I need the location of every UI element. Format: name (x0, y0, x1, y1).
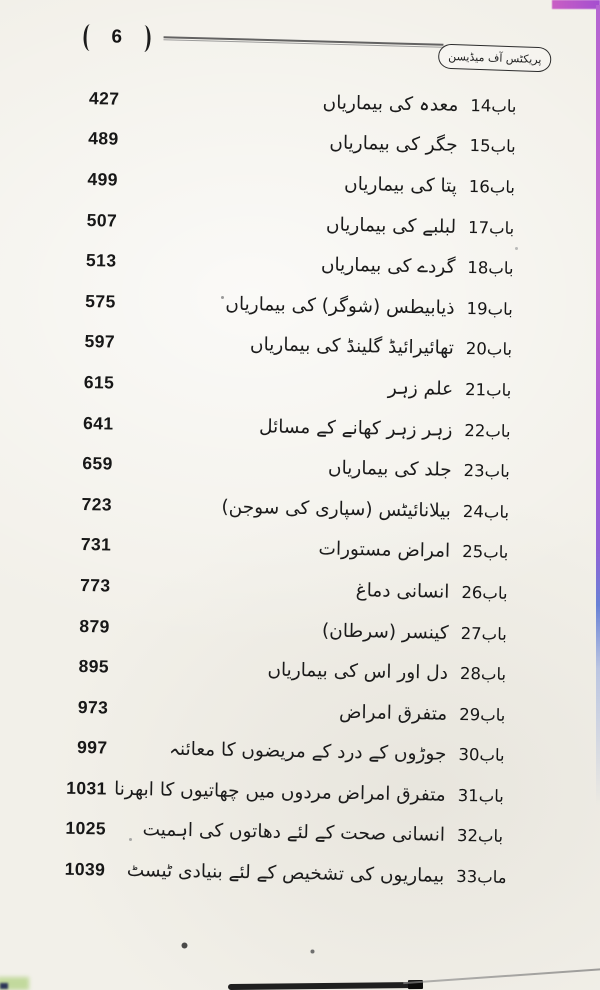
toc-chapter-title: بیماریوں کی تشخیص کے لئے بنیادی ٹیسٹ (126, 859, 445, 887)
toc-chapter-title: جوڑوں کے درد کے مریضوں کا معائنہ (168, 738, 447, 766)
toc-chapter-label: باب14 (470, 95, 517, 116)
toc-chapter-title: جگر کی بیماریاں (329, 132, 458, 157)
toc-chapter-label: باب18 (467, 258, 514, 279)
toc-chapter-title: کینسر (سرطان) (321, 619, 449, 644)
toc-chapter-title: متفرق امراض (338, 701, 448, 725)
toc-chapter-label: باب30 (458, 745, 505, 766)
toc-chapter-title: جلد کی بیماریاں (327, 457, 452, 481)
toc-chapter-title: پتا کی بیماریاں (343, 173, 458, 197)
toc-row (17, 848, 523, 898)
toc-page-number: 723 (81, 493, 113, 515)
toc-chapter-title: زہر زہر کھانے کے مسائل (258, 415, 453, 441)
right-paren-arc (137, 24, 150, 51)
scan-specks (0, 0, 3, 3)
toc-page-number: 427 (88, 87, 120, 109)
toc-chapter-title: امراض مستورات (318, 538, 451, 563)
toc-chapter-label: باب17 (467, 217, 515, 238)
toc-list (17, 77, 537, 898)
toc-page-number: 499 (87, 169, 119, 190)
toc-chapter-label: باب29 (459, 704, 506, 725)
toc-chapter-label: باب24 (462, 501, 510, 522)
toc-chapter-title: لبلبے کی بیماریاں (325, 214, 457, 238)
toc-chapter-label: باب23 (463, 461, 510, 481)
toc-chapter-title: متفرق امراض مردوں میں چھاتیوں کا ابھرنا (113, 778, 446, 806)
toc-chapter-label: باب20 (465, 339, 513, 360)
toc-page-number: 659 (82, 453, 113, 474)
header-rule (163, 36, 443, 48)
toc-page-number: 997 (76, 737, 108, 758)
toc-chapter-title: ذیابیطس (شوگر) کی بیماریاں (225, 293, 455, 319)
toc-page-number: 895 (78, 656, 110, 677)
toc-chapter-label: باب25 (461, 542, 509, 563)
toc-chapter-label: ماب33 (456, 867, 507, 887)
toc-page-number: 513 (85, 250, 117, 271)
toc-page-number: 731 (80, 534, 112, 555)
toc-chapter-label: باب21 (464, 379, 512, 400)
toc-page-number: 1025 (65, 818, 107, 839)
blue-mark (0, 983, 8, 989)
toc-chapter-title: گردے کی بیماریاں (320, 254, 456, 278)
toc-chapter-label: باب22 (464, 420, 511, 441)
toc-chapter-label: باب28 (459, 664, 507, 684)
toc-page-number: 615 (83, 371, 115, 393)
toc-chapter-title: انسانی صحت کے لئے دھاتوں کی اہمیت (142, 819, 446, 847)
toc-page-number: 879 (79, 615, 110, 637)
page-number-badge (83, 20, 150, 55)
toc-chapter-label: باب32 (456, 826, 504, 847)
toc-page-number: 973 (77, 696, 109, 718)
toc-page-number: 773 (79, 574, 111, 596)
toc-page-number: 507 (86, 209, 118, 231)
toc-chapter-title: تھائیرائیڈ گلینڈ کی بیماریاں (249, 334, 455, 360)
book-title: پریکٹس آف میڈیسن (447, 49, 542, 67)
toc-chapter-label: باب16 (468, 177, 516, 197)
toc-chapter-title: بیلانائیٹس (سپاری کی سوجن) (221, 496, 452, 522)
toc-chapter-title: انسانی دماغ (355, 579, 450, 603)
book-title-stamp (438, 44, 552, 73)
toc-page-number: 641 (82, 412, 114, 434)
toc-chapter-label: باب15 (469, 136, 516, 157)
toc-page-number: 1031 (66, 777, 107, 799)
toc-page-number: 489 (88, 128, 119, 150)
toc-chapter-label: باب31 (457, 785, 505, 806)
toc-page-number: 597 (84, 331, 116, 352)
toc-chapter-label: باب27 (460, 623, 507, 644)
toc-chapter-label: باب19 (466, 298, 513, 319)
left-paren-arc (83, 23, 96, 50)
page-number: 6 (111, 26, 123, 48)
toc-page-number: 575 (85, 290, 116, 312)
toc-page-number: 1039 (64, 858, 106, 880)
toc-chapter-title: معدہ کی بیماریاں (322, 92, 459, 116)
toc-chapter-label: باب26 (461, 582, 508, 603)
toc-chapter-title: علم زہر (387, 377, 454, 400)
toc-chapter-title: دل اور اس کی بیماریاں (267, 659, 449, 684)
